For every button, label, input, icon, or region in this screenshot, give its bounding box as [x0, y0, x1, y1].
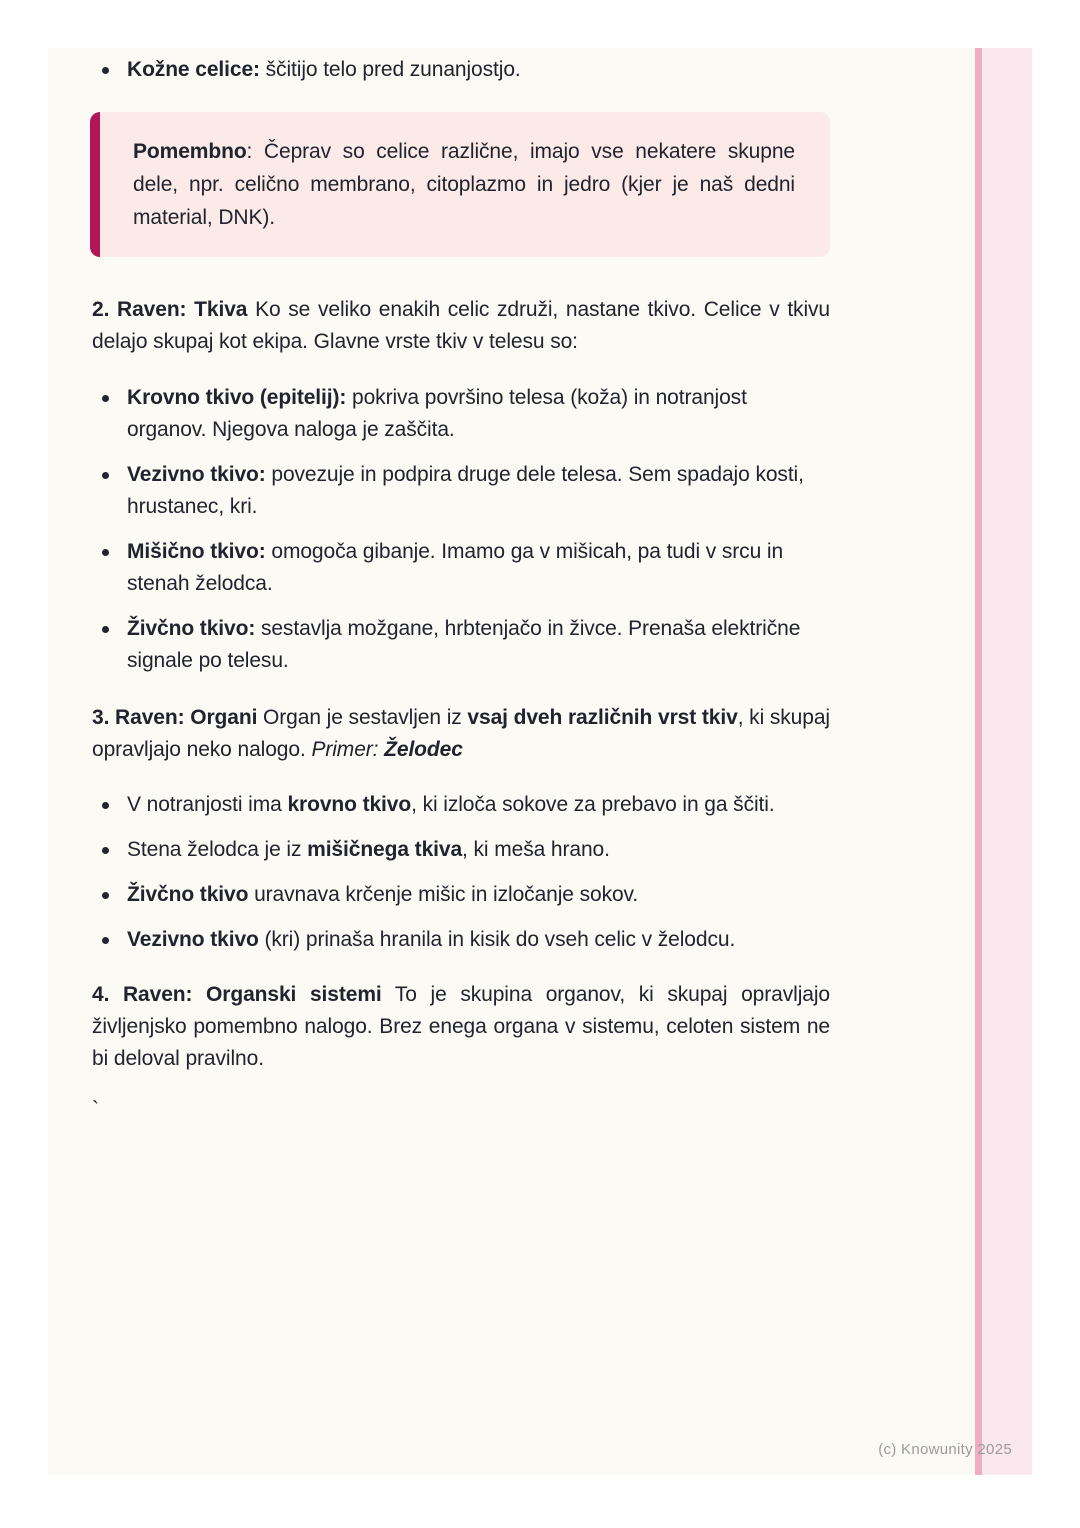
list-item-description: pokriva površino telesa (koža) in notranjost organov. Njegova naloga je zaščita.: [127, 386, 747, 441]
list-item-term: Vezivno tkivo:: [127, 463, 266, 486]
section-3-example: Želodec: [378, 738, 463, 761]
section-3-heading: 3. Raven: Organi: [92, 706, 258, 729]
list-item-stomach-muscle: [92, 834, 830, 866]
document-content: [92, 54, 830, 1126]
list-item-muscle-tissue: [92, 536, 830, 600]
list-item-nervous-tissue: [92, 613, 830, 677]
copyright-note: (c) Knowunity 2025: [878, 1441, 1012, 1458]
list-item-stomach-nerve: [92, 879, 830, 911]
list-item-epithelial-tissue: [92, 382, 830, 446]
section-2-body: Ko se veliko enakih celic združi, nastane tkivo. Celice v tkivu delajo skupaj kot ekipa. Glavne vrste tkiv v telesu so:: [92, 298, 830, 353]
list-item-term: mišičnega tkiva: [307, 838, 463, 861]
section-4-paragraph: [92, 979, 830, 1075]
stomach-example-list: [92, 789, 830, 956]
list-item-term: Vezivno tkivo: [127, 928, 259, 951]
list-item-term: krovno tkivo: [287, 793, 412, 816]
list-item-skin-cells: [92, 54, 830, 86]
list-item-description: (kri) prinaša hranila in kisik do vseh celic v želodcu.: [258, 928, 736, 951]
section-3-paragraph: [92, 702, 830, 766]
section-2-heading: 2. Raven: Tkiva: [92, 298, 248, 321]
decorative-pink-stripe: [975, 48, 1032, 1475]
callout-important-box: [90, 112, 830, 257]
list-item-description: povezuje in podpira druge dele telesa. Sem spadajo kosti, hrustanec, kri.: [127, 463, 804, 518]
section-3-example-label: Primer:: [311, 738, 379, 761]
section-3-body: Organ je sestavljen iz: [257, 706, 468, 729]
callout-label: Pomembno: [133, 140, 247, 163]
stray-backtick: `: [92, 1098, 99, 1121]
list-item-prefix: Stena želodca je iz: [127, 838, 308, 861]
section-4-body: To je skupina organov, ki skupaj opravljajo življenjsko pomembno nalogo. Brez enega organa v sistemu, celoten sistem ne bi deloval pravilno.: [92, 983, 830, 1070]
section-2-paragraph: [92, 294, 830, 358]
list-item-stomach-epithelium: [92, 789, 830, 821]
list-item-term: Kožne celice:: [127, 58, 260, 81]
list-item-stomach-blood: [92, 924, 830, 956]
list-item-connective-tissue: [92, 459, 830, 523]
list-item-description: sestavlja možgane, hrbtenjačo in živce. Prenaša električne signale po telesu.: [127, 617, 801, 672]
list-item-description: , ki izloča sokove za prebavo in ga ščiti.: [411, 793, 775, 816]
section-3-emphasis: vsaj dveh različnih vrst tkiv: [467, 706, 738, 729]
list-item-term: Živčno tkivo: [127, 883, 249, 906]
list-item-description: , ki meša hrano.: [462, 838, 610, 861]
section-4-heading: 4. Raven: Organski sistemi: [92, 983, 382, 1006]
list-item-description: uravnava krčenje mišic in izločanje sokov.: [248, 883, 639, 906]
callout-text: [133, 135, 795, 234]
list-item-term: Živčno tkivo:: [127, 617, 256, 640]
list-item-term: Krovno tkivo (epitelij):: [127, 386, 347, 409]
list-item-description: omogoča gibanje. Imamo ga v mišicah, pa tudi v srcu in stenah želodca.: [127, 540, 784, 595]
list-item-term: Mišično tkivo:: [127, 540, 266, 563]
document-page: [48, 48, 1032, 1475]
list-item-prefix: V notranjosti ima: [127, 793, 288, 816]
intro-list: [92, 54, 830, 86]
callout-body: : Čeprav so celice različne, imajo vse nekatere skupne dele, npr. celično membrano, citoplazmo in jedro (kjer je naš dedni material, DNK).: [133, 140, 795, 229]
list-item-description: ščitijo telo pred zunanjostjo.: [259, 58, 521, 81]
tissue-types-list: [92, 382, 830, 677]
section-3-body: , ki skupaj opravljajo neko nalogo.: [92, 706, 830, 761]
